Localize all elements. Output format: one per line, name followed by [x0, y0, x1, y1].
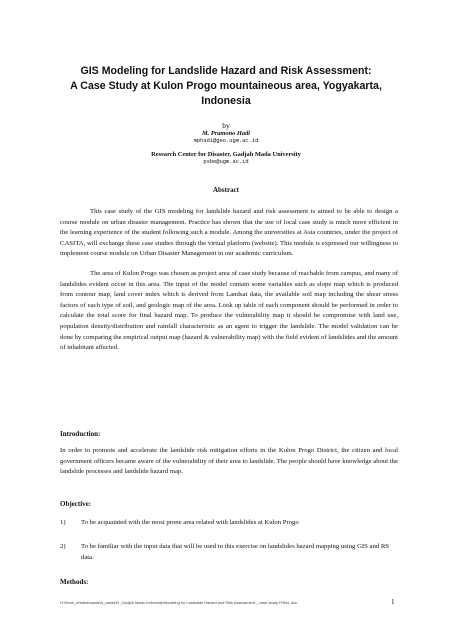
affiliation: Research Center for Disaster, Gadjah Mada University [151, 151, 301, 158]
title-line-3: Indonesia [201, 95, 251, 107]
introduction-paragraph: In order to promote and accelerate the landslide risk mitigation efforts in the Kulon Progo District, the citizen and local government officers became aware of the vulnerability of their area to landslide. The people should have knowledge about the landslide processes and landslide hazard map. [60, 447, 398, 476]
footer-file-path: H:\Work_related\casita\A_casita\R_Gadjah Mada University\Modeling for Landslide Hazard and Risk Assessment _ case study FINAL.doc [60, 600, 298, 605]
objective-text: To be familiar with the input data that will be used in this exercise on landslides hazard mapping using GIS and RS data. [81, 543, 390, 561]
objective-text: To be acquainted with the most prone area related with landslides at Kulon Progo [81, 519, 299, 526]
page-number: 1 [391, 598, 395, 606]
abstract-heading: Abstract [212, 186, 240, 194]
title-line-1: GIS Modeling for Landslide Hazard and Risk Assessment: [80, 65, 372, 77]
abstract-paragraph-1: This case study of the GIS modeling for landslide hazard and risk assessment is aimed to be able to design a course module on urban disaster management. Practice has shown that the use of local case study is much more efficient in the learning experience of the student following such a module. Among the universities at Asia countries, under the project of CASITA, will exchange these case studies through the virtual platform (website). This module is expressed our willingness to implement course module on Urban Disaster Management in our academic curriculum. [60, 208, 398, 258]
affiliation-email: psbe@ugm.ac.id [203, 159, 249, 165]
methods-heading: Methods: [60, 578, 89, 586]
introduction-heading: Introduction: [60, 430, 101, 438]
objective-heading: Objective: [60, 500, 92, 508]
author-email: mphadi@geo.ugm.ac.id [193, 138, 259, 144]
by-line: by [222, 121, 230, 130]
abstract-paragraph-2: The area of Kulon Progo was chosen as project area of case study because of reachable from campus, and many of landslides evident occur in this area. The input of the model contain some variables such as slope map which is produced from contour map, land cover index which is derived from Landsat data, the available soil map including the shear stress factors of each type of soil, and geologic map of the area. Look up table of each component should be performed in order to calculate the total score for final hazard map. To produce the vulnerability map it should be compromise with land use, population density/distribution and rainfall characteristic as an agent to trigger the landslide. The model validation can be done by comparing the empirical output map (hazard & vulnerability map) with the field evident of landslides and the amount of inhabitant affected. [60, 270, 398, 352]
objective-number: 2) [60, 543, 66, 550]
title-line-2: A Case Study at Kulon Progo mountaineous area, Yogyakarta, [70, 80, 382, 92]
objective-number: 1) [60, 519, 66, 526]
author-name: M. Pramono Hadi [201, 130, 251, 137]
paper-title [60, 64, 392, 109]
